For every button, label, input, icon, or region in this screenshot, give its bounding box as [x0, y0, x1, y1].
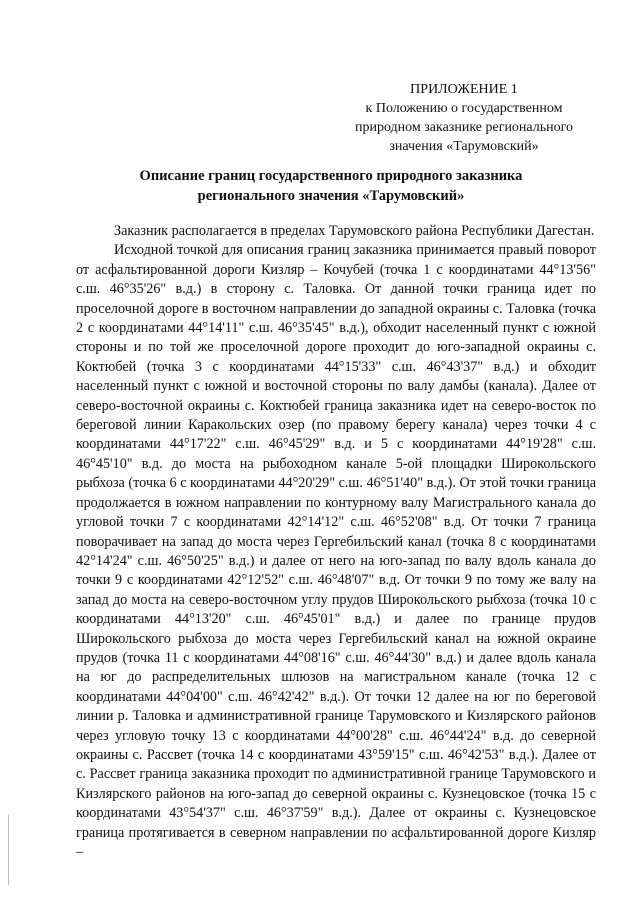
document-title: [96, 166, 566, 206]
document-body: [76, 222, 596, 862]
appendix-ref-line-2: природном заказнике регионального: [354, 120, 574, 135]
paragraph-location: Заказник располагается в пределах Тарумовского района Республики Дагестан.: [114, 223, 595, 239]
paragraph-boundary-description: Исходной точкой для описания границ заказника принимается правый поворот от асфальтированной дороги Кизляр – Кочубей (точка 1 с координатами 44°13'56" с.ш. 46°35'26" в.д.) в сторону с. Таловка. От данной точки граница идет по проселочной дороге в восточном направлении до западной окраины с. Таловка (точка 2 с координатами 44°14'11" с.ш. 46°35'45" в.д.), обходит населенный пункт с южной стороны и по той же проселочной дороге проходит до юго-западной окраины с. Коктюбей (точка 3 с координатами 44°15'33" с.ш. 46°43'37" в.д.) и обходит населенный пункт с южной и восточной стороны по валу дамбы (канала). Далее от северо-восточной окраины с. Коктюбей граница заказника идет на северо-восток по береговой линии Каракольских озер (по правому берегу канала) через точки 4 с координатами 44°17'22" с.ш. 46°45'29" в.д. и 5 с координатами 44°19'28" с.ш. 46°45'10" в.д. до моста на рыбоходном канале 5-ой площадки Широкольского рыбхоза (точка 6 с координатами 44°20'29" с.ш. 46°51'40" в.д.). От этой точки граница продолжается в южном направлении по контурному валу Магистрального канала до угловой точки 7 с координатами 42°14'12" с.ш. 46°52'08" в.д. От точки 7 граница поворачивает на запад до моста через Гергебильский канал (точка 8 с координатами 42°14'24" с.ш. 46°50'25" в.д.) и далее от него на юго-запад по валу вдоль канала до точки 9 с координатами 42°12'52" с.ш. 46°48'07" в.д. От точки 9 по тому же валу на запад до моста на северо-восточном углу прудов Широкольского рыбхоза (точка 10 с координатами 44°13'20" с.ш. 46°45'01" в.д.) и далее по границе прудов Широкольского рыбхоза до моста через Гергебильский канал на южной окраине прудов (точка 11 с координатами 44°08'16" с.ш. 46°44'30" в.д.) и далее вдоль канала на юг до распределительных шлюзов на магистральном канале (точка 12 с координатами 44°04'00" с.ш. 46°42'42" в.д.). От точки 12 далее на юг по береговой линии р. Таловка и административной границе Тарумовского и Кизлярского районов через угловую точку 13 с координатами 44°00'28" с.ш. 46°44'24" в.д. до северной окраины с. Рассвет (точка 14 с координатами 43°59'15" с.ш. 46°42'53" в.д.). Далее от с. Рассвет граница заказника проходит по административной границе Тарумовского и Кизлярского районов на юго-запад до северной окраины с. Кузнецовское (точка 15 с координатами 43°54'37" с.ш. 46°37'59" в.д.). Далее от окраины с. Кузнецовское граница протягивается в северном направлении по асфальтированной дороге Кизляр –: [76, 242, 596, 860]
title-line-1: Описание границ государственного природного заказника: [139, 168, 523, 184]
appendix-number: ПРИЛОЖЕНИЕ 1: [410, 82, 518, 97]
appendix-ref-line-3: значения «Тарумовский»: [389, 139, 539, 154]
appendix-ref-line-1: к Положению о государственном: [365, 101, 563, 116]
scan-margin-line: [8, 815, 9, 885]
title-line-2: регионального значения «Тарумовский»: [197, 188, 465, 204]
appendix-header: [334, 80, 594, 156]
